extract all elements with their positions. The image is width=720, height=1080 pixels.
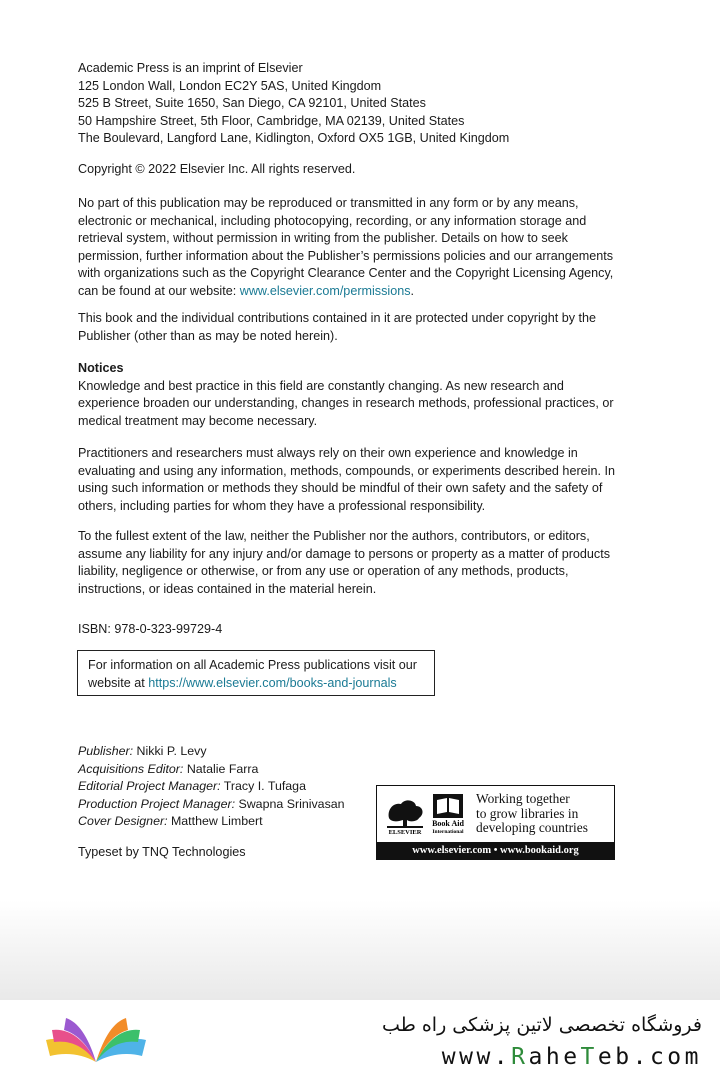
notices-text-2: Practitioners and researchers must always rely on their own experience and knowledge in evaluating and using any information, methods, compounds, or experiments described herein. In using such information or methods they should be mindful of their own safety and the safety of others, including parties for whom they have a professional responsibility. xyxy=(78,446,615,513)
permissions-text: No part of this publication may be reproduced or transmitted in any form or by any means, electronic or mechanical, including photocopying, recording, or any information storage and retrieval system, without permission in writing from the publisher. Details on how to seek permission, further information about the Publisher’s permissions policies and our arrangements with organizations such as the Copyright Clearance Center and the Copyright Licensing Agency, can be found at our website: xyxy=(78,196,614,298)
credit-editorial-project-manager xyxy=(78,778,345,796)
info-box-line-1: For information on all Academic Press publications visit our xyxy=(88,658,417,672)
credit-role: Cover Designer: xyxy=(78,814,168,829)
credit-role: Editorial Project Manager: xyxy=(78,779,221,794)
imprint-line: Academic Press is an imprint of Elsevier xyxy=(78,61,303,75)
credit-publisher xyxy=(78,743,345,761)
notices-paragraph-2 xyxy=(78,445,623,515)
credit-name: Tracy I. Tufaga xyxy=(220,779,306,794)
notices-heading: Notices xyxy=(78,361,124,375)
notices-text-3: To the fullest extent of the law, neither the Publisher nor the authors, contributors, or editors, assume any liability for any injury and/or damage to persons or property as a matter of products liability, negligence or otherwise, or from any use or operation of any methods, products, instructions, or ideas contained in the material herein. xyxy=(78,529,610,596)
slogan-line-1: Working together xyxy=(476,791,570,806)
credit-acquisitions-editor xyxy=(78,761,345,779)
copyright-text: Copyright © 2022 Elsevier Inc. All rights reserved. xyxy=(78,162,356,176)
elsevier-label: ELSEVIER xyxy=(388,829,422,836)
book-aid-label: Book Aid xyxy=(432,819,464,828)
site-part: www. xyxy=(441,1044,512,1070)
contributions-text: This book and the individual contributions contained in it are protected under copyright by the Publisher (other than as may be noted herein). xyxy=(78,311,597,343)
typeset-line: Typeset by TNQ Technologies xyxy=(78,845,246,859)
credit-cover-designer xyxy=(78,813,345,831)
badge-slogan xyxy=(476,792,588,836)
notices-paragraph-3 xyxy=(78,528,623,598)
shop-name-fa: فروشگاه تخصصی لاتین پزشکی راه طب xyxy=(382,1014,702,1036)
info-box xyxy=(77,650,435,696)
info-box-prefix: website at xyxy=(88,675,149,690)
open-book-logo-icon xyxy=(42,1012,150,1068)
notices-paragraph-1: Knowledge and best practice in this field are constantly changing. As new research and experience broaden our understanding, changes in research methods, professional practices, or medical treatment may become necessary. xyxy=(78,378,614,428)
credit-name: Natalie Farra xyxy=(183,761,259,776)
shop-website[interactable] xyxy=(442,1044,702,1070)
address-line: 50 Hampshire Street, 5th Floor, Cambridge, MA 02139, United States xyxy=(78,113,465,128)
info-box-line-2 xyxy=(88,675,424,693)
permissions-paragraph xyxy=(78,195,623,301)
slogan-line-3: developing countries xyxy=(476,820,588,836)
credit-role: Production Project Manager: xyxy=(78,796,236,811)
isbn-text: ISBN: 978-0-323-99729-4 xyxy=(78,622,223,636)
site-part-accent: R xyxy=(511,1044,529,1070)
publisher-address-block xyxy=(78,60,623,148)
credit-production-project-manager xyxy=(78,796,345,814)
credit-role: Acquisitions Editor: xyxy=(78,761,184,776)
elsevier-tree-logo-icon xyxy=(383,792,427,836)
site-part: eb xyxy=(597,1044,633,1070)
contributions-paragraph xyxy=(78,310,623,345)
notices-section xyxy=(78,360,623,430)
copyright-line xyxy=(78,161,623,179)
credits-list xyxy=(78,743,345,831)
address-line: 125 London Wall, London EC2Y 5AS, United Kingdom xyxy=(78,78,382,93)
permissions-link[interactable]: www.elsevier.com/permissions xyxy=(239,283,411,298)
address-line: The Boulevard, Langford Lane, Kidlington, Oxford OX5 1GB, United Kingdom xyxy=(78,131,510,146)
credit-name: Matthew Limbert xyxy=(167,814,263,829)
address-line: 525 B Street, Suite 1650, San Diego, CA 92101, United States xyxy=(78,96,426,111)
badge-footer: www.elsevier.com • www.bookaid.org xyxy=(377,842,614,859)
shop-banner xyxy=(0,1000,720,1080)
book-aid-badge xyxy=(376,785,615,860)
credit-name: Nikki P. Levy xyxy=(133,744,207,758)
permissions-end: . xyxy=(410,283,414,298)
credit-role: Publisher: xyxy=(78,744,134,758)
books-journals-link[interactable]: https://www.elsevier.com/books-and-journals xyxy=(148,675,397,690)
site-part: .com xyxy=(632,1044,702,1070)
slogan-line-2: to grow libraries in xyxy=(476,805,579,821)
isbn xyxy=(78,621,623,639)
site-part: ahe xyxy=(528,1044,581,1070)
book-aid-logo-icon xyxy=(429,792,467,836)
site-part-accent: T xyxy=(580,1044,598,1070)
credit-name: Swapna Srinivasan xyxy=(235,796,345,811)
book-aid-sublabel: International xyxy=(432,829,464,835)
